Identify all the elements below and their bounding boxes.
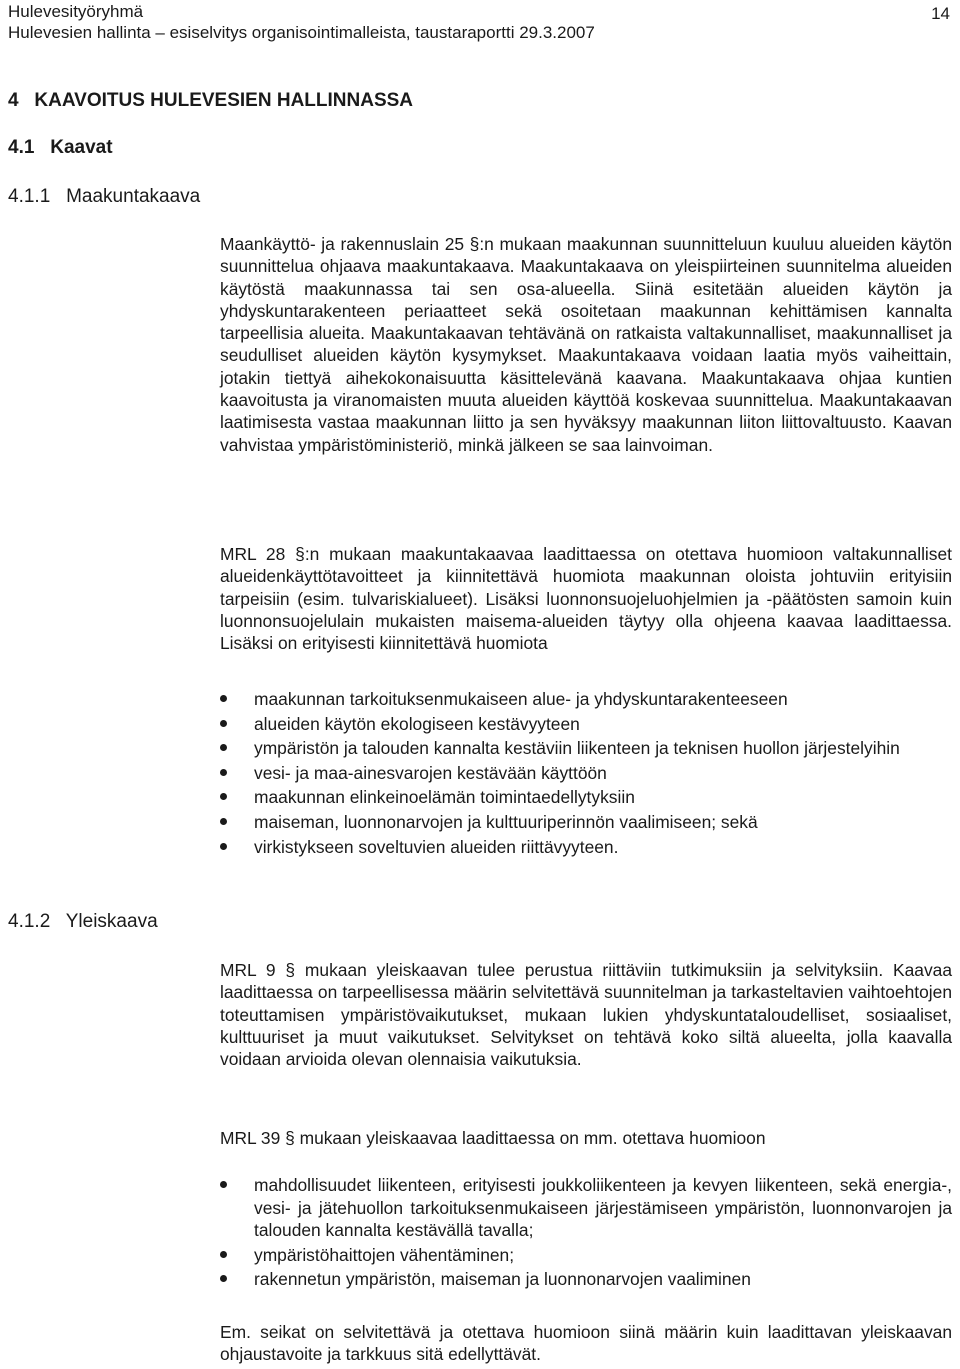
list-item: mahdollisuudet liikenteen, erityisesti joukkoliikenteen ja kevyen liikenteen, sekä energia-, vesi- ja jätehuollon tarkoituksenmukaiseen järjestämiseen ympäristön, luonnonvarojen ja talouden kannalta kestävällä tavalla; bbox=[220, 1174, 952, 1242]
section-heading: 4.1 Kaavat bbox=[8, 137, 113, 158]
yleiskaava-paragraph-1: MRL 9 § mukaan yleiskaavan tulee perustua riittäviin tutkimuksiin ja selvityksiin. Kaavaa laadittaessa on tarpeellisessa määrin selvitettävä suunnitelman ja tarkasteltavien vaihtoehtojen toteuttamisen ympäristövaikutukset, mukaan lukien yhdyskuntataloudelliset, sosiaaliset, kulttuuriset ja muut vaikutukset. Selvitykset on tehtävä koko siltä alueelta, jolla kaavalla voidaan arvioida olevan olennaisia vaikutuksia. bbox=[220, 960, 952, 1070]
yleiskaava-bullet-list bbox=[220, 1174, 952, 1291]
list-item: vesi- ja maa-ainesvarojen kestävään käyttöön bbox=[220, 761, 952, 786]
page-number: 14 bbox=[931, 4, 950, 23]
list-item: virkistykseen soveltuvien alueiden riittävyyteen. bbox=[220, 835, 952, 860]
subsection-heading-yleiskaava: 4.1.2 Yleiskaava bbox=[8, 911, 158, 932]
list-item: ympäristön ja talouden kannalta kestäviin liikenteen ja teknisen huollon järjestelyihin bbox=[220, 736, 952, 761]
header-org: Hulevesityöryhmä bbox=[8, 2, 144, 21]
maakuntakaava-paragraph-1: Maankäyttö- ja rakennuslain 25 §:n mukaan maakunnan suunnitteluun kuuluu alueiden käytön suunnittelua ohjaava maakuntakaava. Maakuntakaava on yleispiirteinen suunnitelma alueiden käytöstä maakunnassa tai sen osa-alueella. Siinä esitetään alueiden käytön ja yhdyskuntarakenteen periaatteet sekä osoitetaan maakunnan kehittämisen kannalta tarpeellisia alueita. Maakuntakaavan tehtävänä on ratkaista valtakunnalliset, maakunnalliset ja seudulliset alueiden käytön kysymykset. Maakuntakaava voidaan laatia myös vaiheittain, jotakin tiettyä aihekokonaisuutta käsittelevänä kaavana. Maakuntakaava ohjaa kuntien kaavoitusta ja viranomaisten muuta alueiden käyttöä koskevaa suunnittelua. Maakuntakaavan laatimisesta vastaa maakunnan liitto ja sen hyväksyy maakunnan liiton liittovaltuusto. Kaavan vahvistaa ympäristöministeriö, minkä jälkeen se saa lainvoiman. bbox=[220, 234, 952, 455]
list-item: alueiden käytön ekologiseen kestävyyteen bbox=[220, 712, 952, 737]
list-item: ympäristöhaittojen vähentäminen; bbox=[220, 1244, 952, 1267]
list-item: maakunnan elinkeinoelämän toimintaedellytyksiin bbox=[220, 785, 952, 810]
chapter-heading: 4 KAAVOITUS HULEVESIEN HALLINNASSA bbox=[8, 90, 414, 111]
list-item: maiseman, luonnonarvojen ja kulttuuriperinnön vaalimiseen; sekä bbox=[220, 810, 952, 835]
yleiskaava-paragraph-2: MRL 39 § mukaan yleiskaavaa laadittaessa on mm. otettava huomioon bbox=[220, 1128, 766, 1148]
subsection-heading-maakuntakaava: 4.1.1 Maakuntakaava bbox=[8, 186, 201, 207]
list-item: maakunnan tarkoituksenmukaiseen alue- ja yhdyskuntarakenteeseen bbox=[220, 687, 952, 712]
list-item: rakennetun ympäristön, maiseman ja luonnonarvojen vaaliminen bbox=[220, 1268, 952, 1291]
maakuntakaava-bullet-list bbox=[220, 687, 952, 859]
yleiskaava-paragraph-3: Em. seikat on selvitettävä ja otettava huomioon siinä määrin kuin laadittavan yleiskaavan ohjaustavoite ja tarkkuus sitä edellyttävät. bbox=[220, 1322, 952, 1365]
report-title: Hulevesien hallinta – esiselvitys organisointimalleista, taustaraportti 29.3.2007 bbox=[8, 23, 595, 42]
maakuntakaava-paragraph-2: MRL 28 §:n mukaan maakuntakaavaa laadittaessa on otettava huomioon valtakunnalliset alueidenkäyttötavoitteet ja kiinnitettävä huomiota maakunnan oloista johtuviin erityisiin tarpeisiin (esim. tulvariskialueet). Lisäksi luonnonsuojeluohjelmien ja -päätösten samoin kuin luonnonsuojelulain mukaisten maisema-alueiden täytyy olla ohjeena kaavaa laadittaessa. Lisäksi on erityisesti kiinnitettävä huomiota bbox=[220, 544, 952, 654]
